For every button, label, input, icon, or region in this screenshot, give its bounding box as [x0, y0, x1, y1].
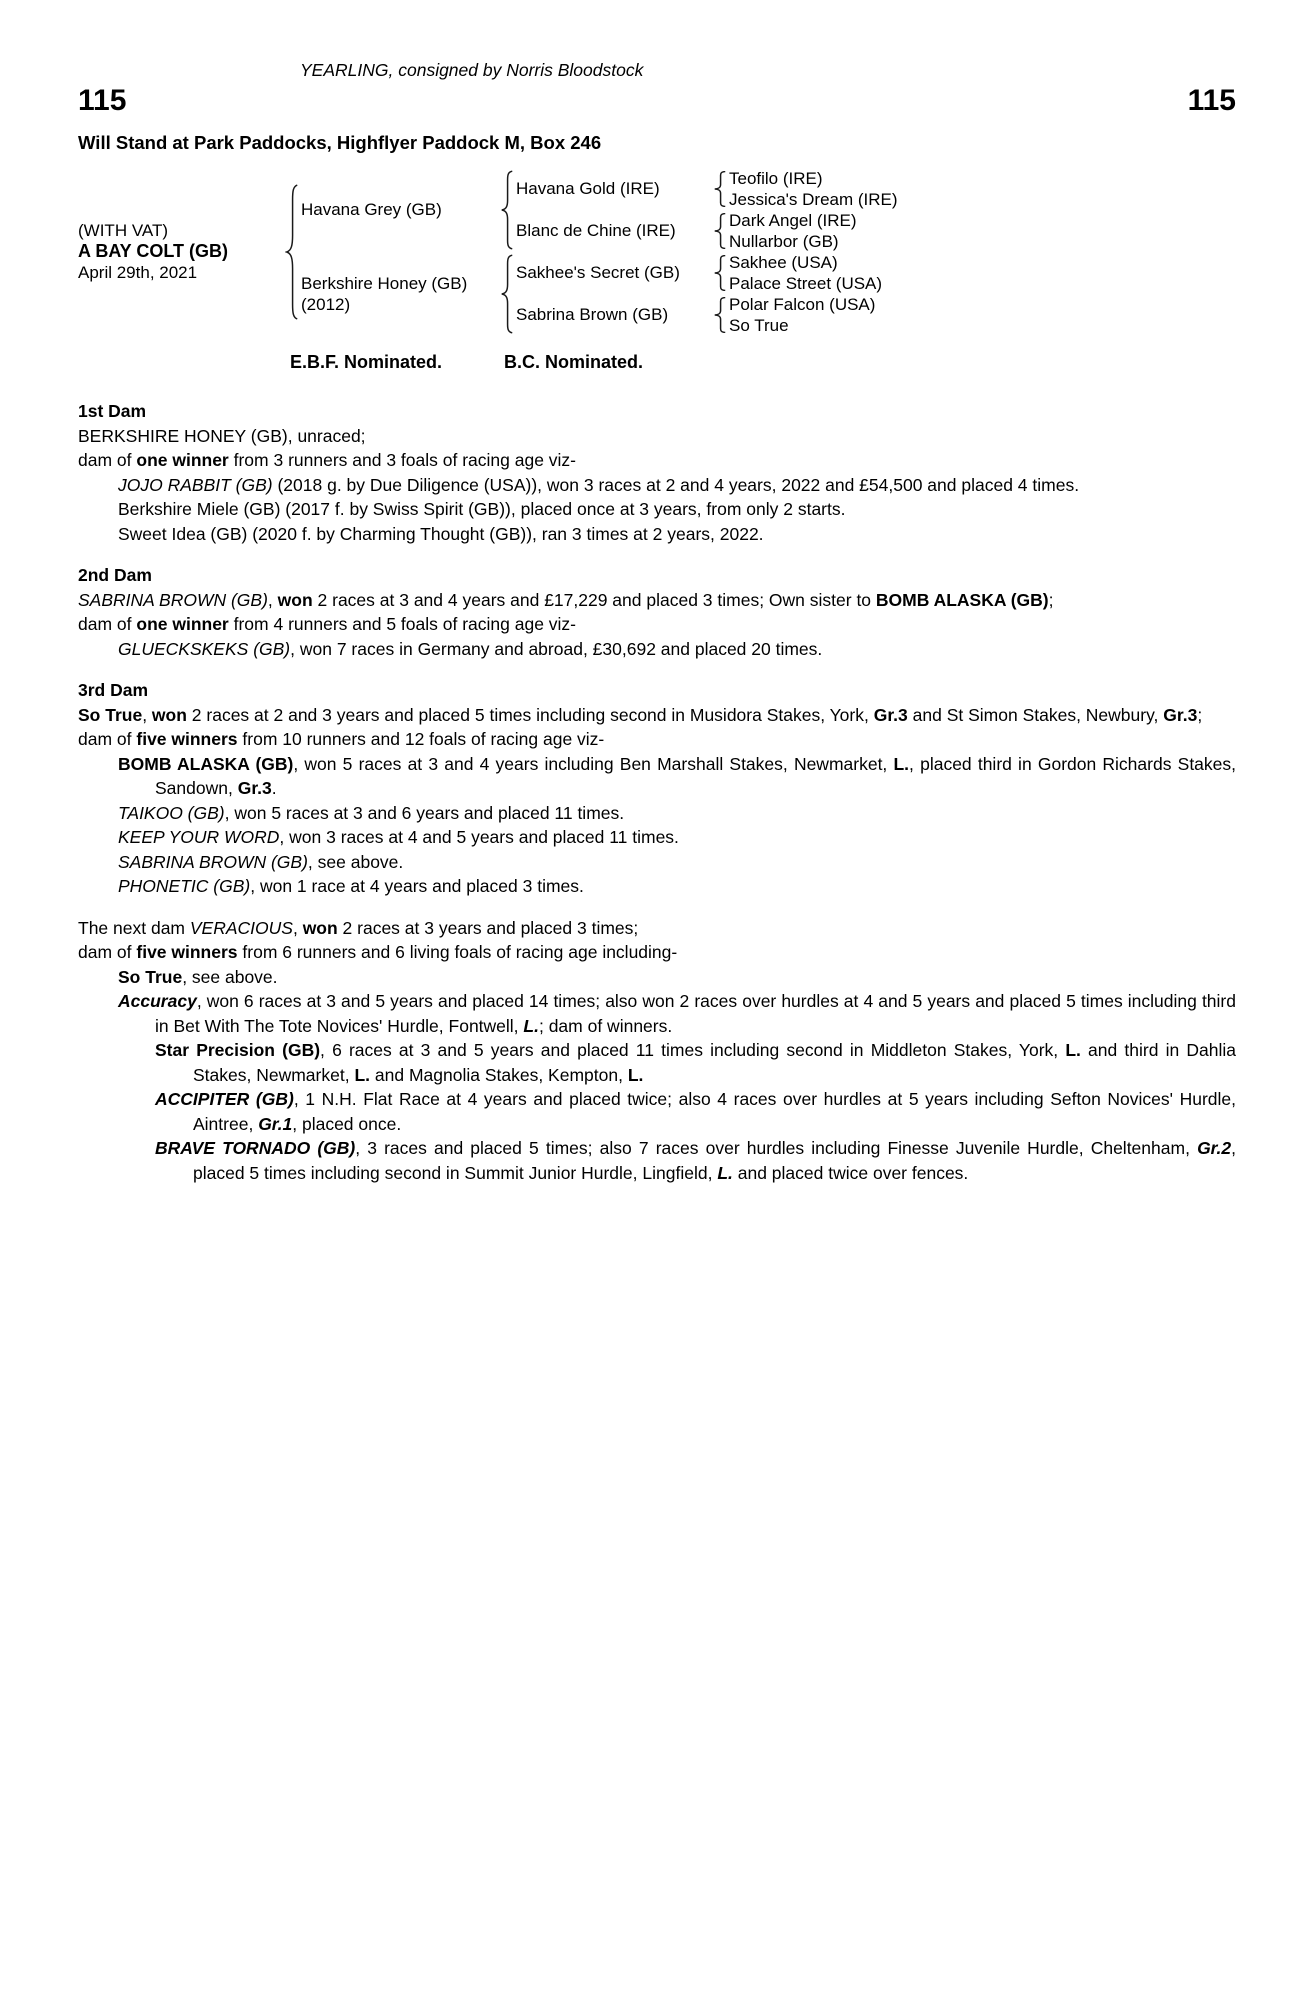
lot-number-row	[78, 85, 1236, 117]
dam-section	[78, 916, 1236, 1186]
pedigree-paragraph	[78, 424, 1236, 449]
generation-1-column	[301, 168, 898, 336]
text-run: , 1 N.H. Flat Race at 4 years and placed twice; also 4 races over hurdles at 5 years including Sefton Novices' Hurdle, Aintree,	[193, 1089, 1237, 1134]
generation-3-column	[729, 294, 882, 336]
great-granddam-name: Jessica's Dream (IRE)	[729, 189, 898, 209]
pedigree-paragraph	[78, 1087, 1236, 1136]
bc-nominated-label: B.C. Nominated.	[504, 351, 644, 372]
text-run: BOMB ALASKA (GB)	[875, 589, 1049, 610]
text-run: , see above.	[307, 851, 404, 872]
text-run: ; dam of winners.	[538, 1015, 673, 1036]
text-run: and third in Dahlia Stakes, Newmarket,	[193, 1040, 1236, 1085]
text-run: , see above.	[182, 966, 278, 987]
text-run: from 4 runners and 5 foals of racing age viz-	[228, 614, 577, 635]
brace-icon	[711, 213, 729, 249]
text-run: Star Precision (GB)	[155, 1040, 321, 1061]
pedigree-paragraph	[78, 874, 1236, 899]
text-run: and Magnolia Stakes, Kempton,	[370, 1064, 628, 1085]
pedigree-paragraph	[78, 588, 1236, 613]
great-granddam-name: Nullarbor (GB)	[729, 231, 839, 251]
great-grandsire-name: Teofilo (IRE)	[729, 168, 823, 188]
dam-year: (2012)	[301, 294, 351, 314]
text-run: .	[271, 778, 277, 799]
grandsire-name: Havana Gold (IRE)	[516, 179, 660, 199]
text-run: L.	[893, 753, 910, 774]
foaling-date: April 29th, 2021	[78, 263, 198, 283]
text-run: , placed 5 times including second in Summit Junior Hurdle, Lingfield,	[193, 1138, 1236, 1183]
text-run: , won 1 race at 4 years and placed 3 times.	[250, 876, 584, 897]
text-run: Gr.3	[237, 778, 272, 799]
section-heading: 2nd Dam	[78, 565, 152, 586]
text-run: BOMB ALASKA (GB)	[118, 753, 294, 774]
pedigree-paragraph	[78, 965, 1236, 990]
pedigree-paragraph	[78, 612, 1236, 637]
text-run: from 3 runners and 3 foals of racing age viz-	[228, 450, 577, 471]
dam-section	[78, 399, 1236, 546]
pedigree-paragraph	[78, 940, 1236, 965]
brace-icon	[498, 254, 516, 334]
generation-3-column	[729, 210, 898, 252]
pedigree-paragraph	[78, 727, 1236, 752]
text-run: , placed once.	[292, 1113, 402, 1134]
lot-number-right: 115	[1187, 83, 1236, 117]
pedigree-table	[78, 168, 1236, 336]
sire-name: Havana Grey (GB)	[301, 200, 442, 220]
text-run: and placed twice over fences.	[732, 1162, 969, 1183]
pedigree-paragraph	[78, 703, 1236, 728]
lot-info	[78, 220, 283, 283]
text-run: JOJO RABBIT (GB)	[118, 474, 273, 495]
text-run: Gr.3	[873, 704, 908, 725]
text-run: , won 6 races at 3 and 5 years and placed 14 times; also won 2 races over hurdles at 4 and 5 years and placed 5 times including third in Bet With The Tote Novices' Hurdle, Fontwell,	[155, 991, 1236, 1036]
text-run: and St Simon Stakes, Newbury,	[907, 704, 1164, 725]
granddam-branch	[516, 210, 898, 252]
text-run: TAIKOO (GB)	[118, 802, 225, 823]
text-run: ;	[1197, 704, 1203, 725]
pedigree-paragraph	[78, 497, 1236, 522]
pedigree-details	[78, 399, 1236, 1185]
text-run: The next dam	[78, 917, 190, 938]
second-dam-branch	[516, 294, 882, 336]
sire-branch	[301, 168, 898, 252]
pedigree-paragraph	[78, 989, 1236, 1038]
text-run: five winners	[136, 942, 238, 963]
pedigree-paragraph	[78, 1038, 1236, 1087]
text-run: 2 races at 3 years and placed 3 times;	[337, 917, 639, 938]
brace-icon	[283, 183, 301, 321]
great-granddam-name: Palace Street (USA)	[729, 273, 883, 293]
text-run: Accuracy	[118, 991, 197, 1012]
pedigree-paragraph	[78, 801, 1236, 826]
ebf-nominated-label: E.B.F. Nominated.	[290, 351, 443, 372]
text-run: VERACIOUS	[189, 917, 293, 938]
text-run: L.	[1065, 1040, 1081, 1061]
grandsire-branch	[516, 168, 898, 210]
text-run: , won 3 races at 4 and 5 years and placed 11 times.	[279, 827, 679, 848]
text-run: , won 5 races at 3 and 4 years including Ben Marshall Stakes, Newmarket,	[293, 753, 894, 774]
text-run: L.	[523, 1015, 539, 1036]
text-run: won	[277, 589, 313, 610]
text-run: SABRINA BROWN (GB)	[118, 851, 308, 872]
generation-3-column	[729, 168, 898, 210]
text-run: won	[151, 704, 187, 725]
text-run: , 3 races and placed 5 times; also 7 races over hurdles including Finesse Juvenile Hurdle, Cheltenham,	[355, 1138, 1198, 1159]
brace-icon	[711, 171, 729, 207]
text-run: , placed third in Gordon Richards Stakes, Sandown,	[155, 753, 1237, 799]
text-run: BERKSHIRE HONEY (GB), unraced;	[78, 425, 366, 446]
pedigree-paragraph	[78, 1136, 1236, 1185]
text-run: Gr.3	[1163, 704, 1198, 725]
brace-icon	[711, 297, 729, 333]
text-run: , won 5 races at 3 and 6 years and placed 11 times.	[224, 802, 625, 823]
great-grandsire-name: Dark Angel (IRE)	[729, 210, 857, 230]
text-run: So True	[78, 704, 143, 725]
stand-line: Will Stand at Park Paddocks, Highflyer Paddock M, Box 246	[78, 132, 602, 153]
text-run: ,	[267, 589, 278, 610]
pedigree-paragraph	[78, 916, 1236, 941]
text-run: ,	[292, 917, 303, 938]
text-run: one winner	[136, 450, 229, 471]
text-run: ACCIPITER (GB)	[155, 1089, 294, 1110]
granddam-name: Blanc de Chine (IRE)	[516, 221, 676, 241]
pedigree-paragraph	[78, 637, 1236, 662]
nominations-row	[78, 350, 1236, 375]
dam-branch	[301, 252, 898, 336]
text-run: BRAVE TORNADO (GB)	[155, 1138, 356, 1159]
section-heading: 3rd Dam	[78, 680, 149, 701]
text-run: SABRINA BROWN (GB)	[78, 589, 268, 610]
brace-icon	[498, 170, 516, 250]
text-run: PHONETIC (GB)	[118, 876, 251, 897]
dam-name: Berkshire Honey (GB)	[301, 273, 468, 293]
text-run: L.	[717, 1162, 733, 1183]
text-run: Sweet Idea (GB) (2020 f. by Charming Thought (GB)), ran 3 times at 2 years, 2022.	[118, 523, 764, 544]
text-run: from 10 runners and 12 foals of racing age viz-	[237, 729, 605, 750]
consignor-line: YEARLING, consigned by Norris Bloodstock	[300, 60, 644, 80]
text-run: , won 7 races in Germany and abroad, £30,692 and placed 20 times.	[290, 638, 823, 659]
pedigree-paragraph	[78, 448, 1236, 473]
text-run: Berkshire Miele (GB) (2017 f. by Swiss Spirit (GB)), placed once at 3 years, from only 2 starts.	[118, 499, 846, 520]
text-run: one winner	[136, 614, 229, 635]
text-run: KEEP YOUR WORD	[118, 827, 280, 848]
text-run: dam of	[78, 729, 137, 750]
text-run: ;	[1048, 589, 1054, 610]
text-run: L.	[627, 1064, 644, 1085]
second-dam-name: Sabrina Brown (GB)	[516, 305, 669, 325]
text-run: Gr.1	[258, 1113, 293, 1134]
text-run: from 6 runners and 6 living foals of racing age including-	[237, 942, 678, 963]
text-run: , 6 races at 3 and 5 years and placed 11 times including second in Middleton Stakes, York,	[320, 1040, 1066, 1061]
text-run: won	[302, 917, 338, 938]
brace-icon	[711, 255, 729, 291]
pedigree-paragraph	[78, 473, 1236, 498]
great-grandsire-name: Polar Falcon (USA)	[729, 294, 876, 314]
pedigree-paragraph	[78, 752, 1236, 801]
section-heading: 1st Dam	[78, 401, 147, 422]
sire-grandparents-column	[516, 168, 898, 252]
pedigree-paragraph	[78, 825, 1236, 850]
text-run: L.	[354, 1064, 371, 1085]
dam-section	[78, 563, 1236, 661]
text-run: five winners	[136, 729, 238, 750]
text-run: ,	[142, 704, 152, 725]
text-run: dam of	[78, 450, 137, 471]
text-run: Gr.2	[1197, 1138, 1232, 1159]
damsire-name: Sakhee's Secret (GB)	[516, 263, 680, 283]
dam-name-cell	[301, 273, 498, 315]
great-granddam-name: So True	[729, 315, 789, 335]
text-run: 2 races at 3 and 4 years and £17,229 and placed 3 times; Own sister to	[312, 589, 876, 610]
text-run: So True	[118, 966, 183, 987]
great-grandsire-name: Sakhee (USA)	[729, 252, 838, 272]
dam-grandparents-column	[516, 252, 882, 336]
damsire-branch	[516, 252, 882, 294]
text-run: (2018 g. by Due Diligence (USA)), won 3 races at 2 and 4 years, 2022 and £54,500 and placed 4 times.	[272, 474, 1080, 495]
vat-note: (WITH VAT)	[78, 221, 169, 241]
pedigree-paragraph	[78, 850, 1236, 875]
text-run: dam of	[78, 614, 137, 635]
text-run: GLUECKSKEKS (GB)	[118, 638, 291, 659]
pedigree-paragraph	[78, 522, 1236, 547]
dam-section	[78, 678, 1236, 899]
lot-number-left: 115	[78, 83, 127, 117]
horse-name: A BAY COLT (GB)	[78, 241, 229, 262]
generation-3-column	[729, 252, 882, 294]
text-run: dam of	[78, 942, 137, 963]
text-run: 2 races at 2 and 3 years and placed 5 times including second in Musidora Stakes, York,	[186, 704, 874, 725]
